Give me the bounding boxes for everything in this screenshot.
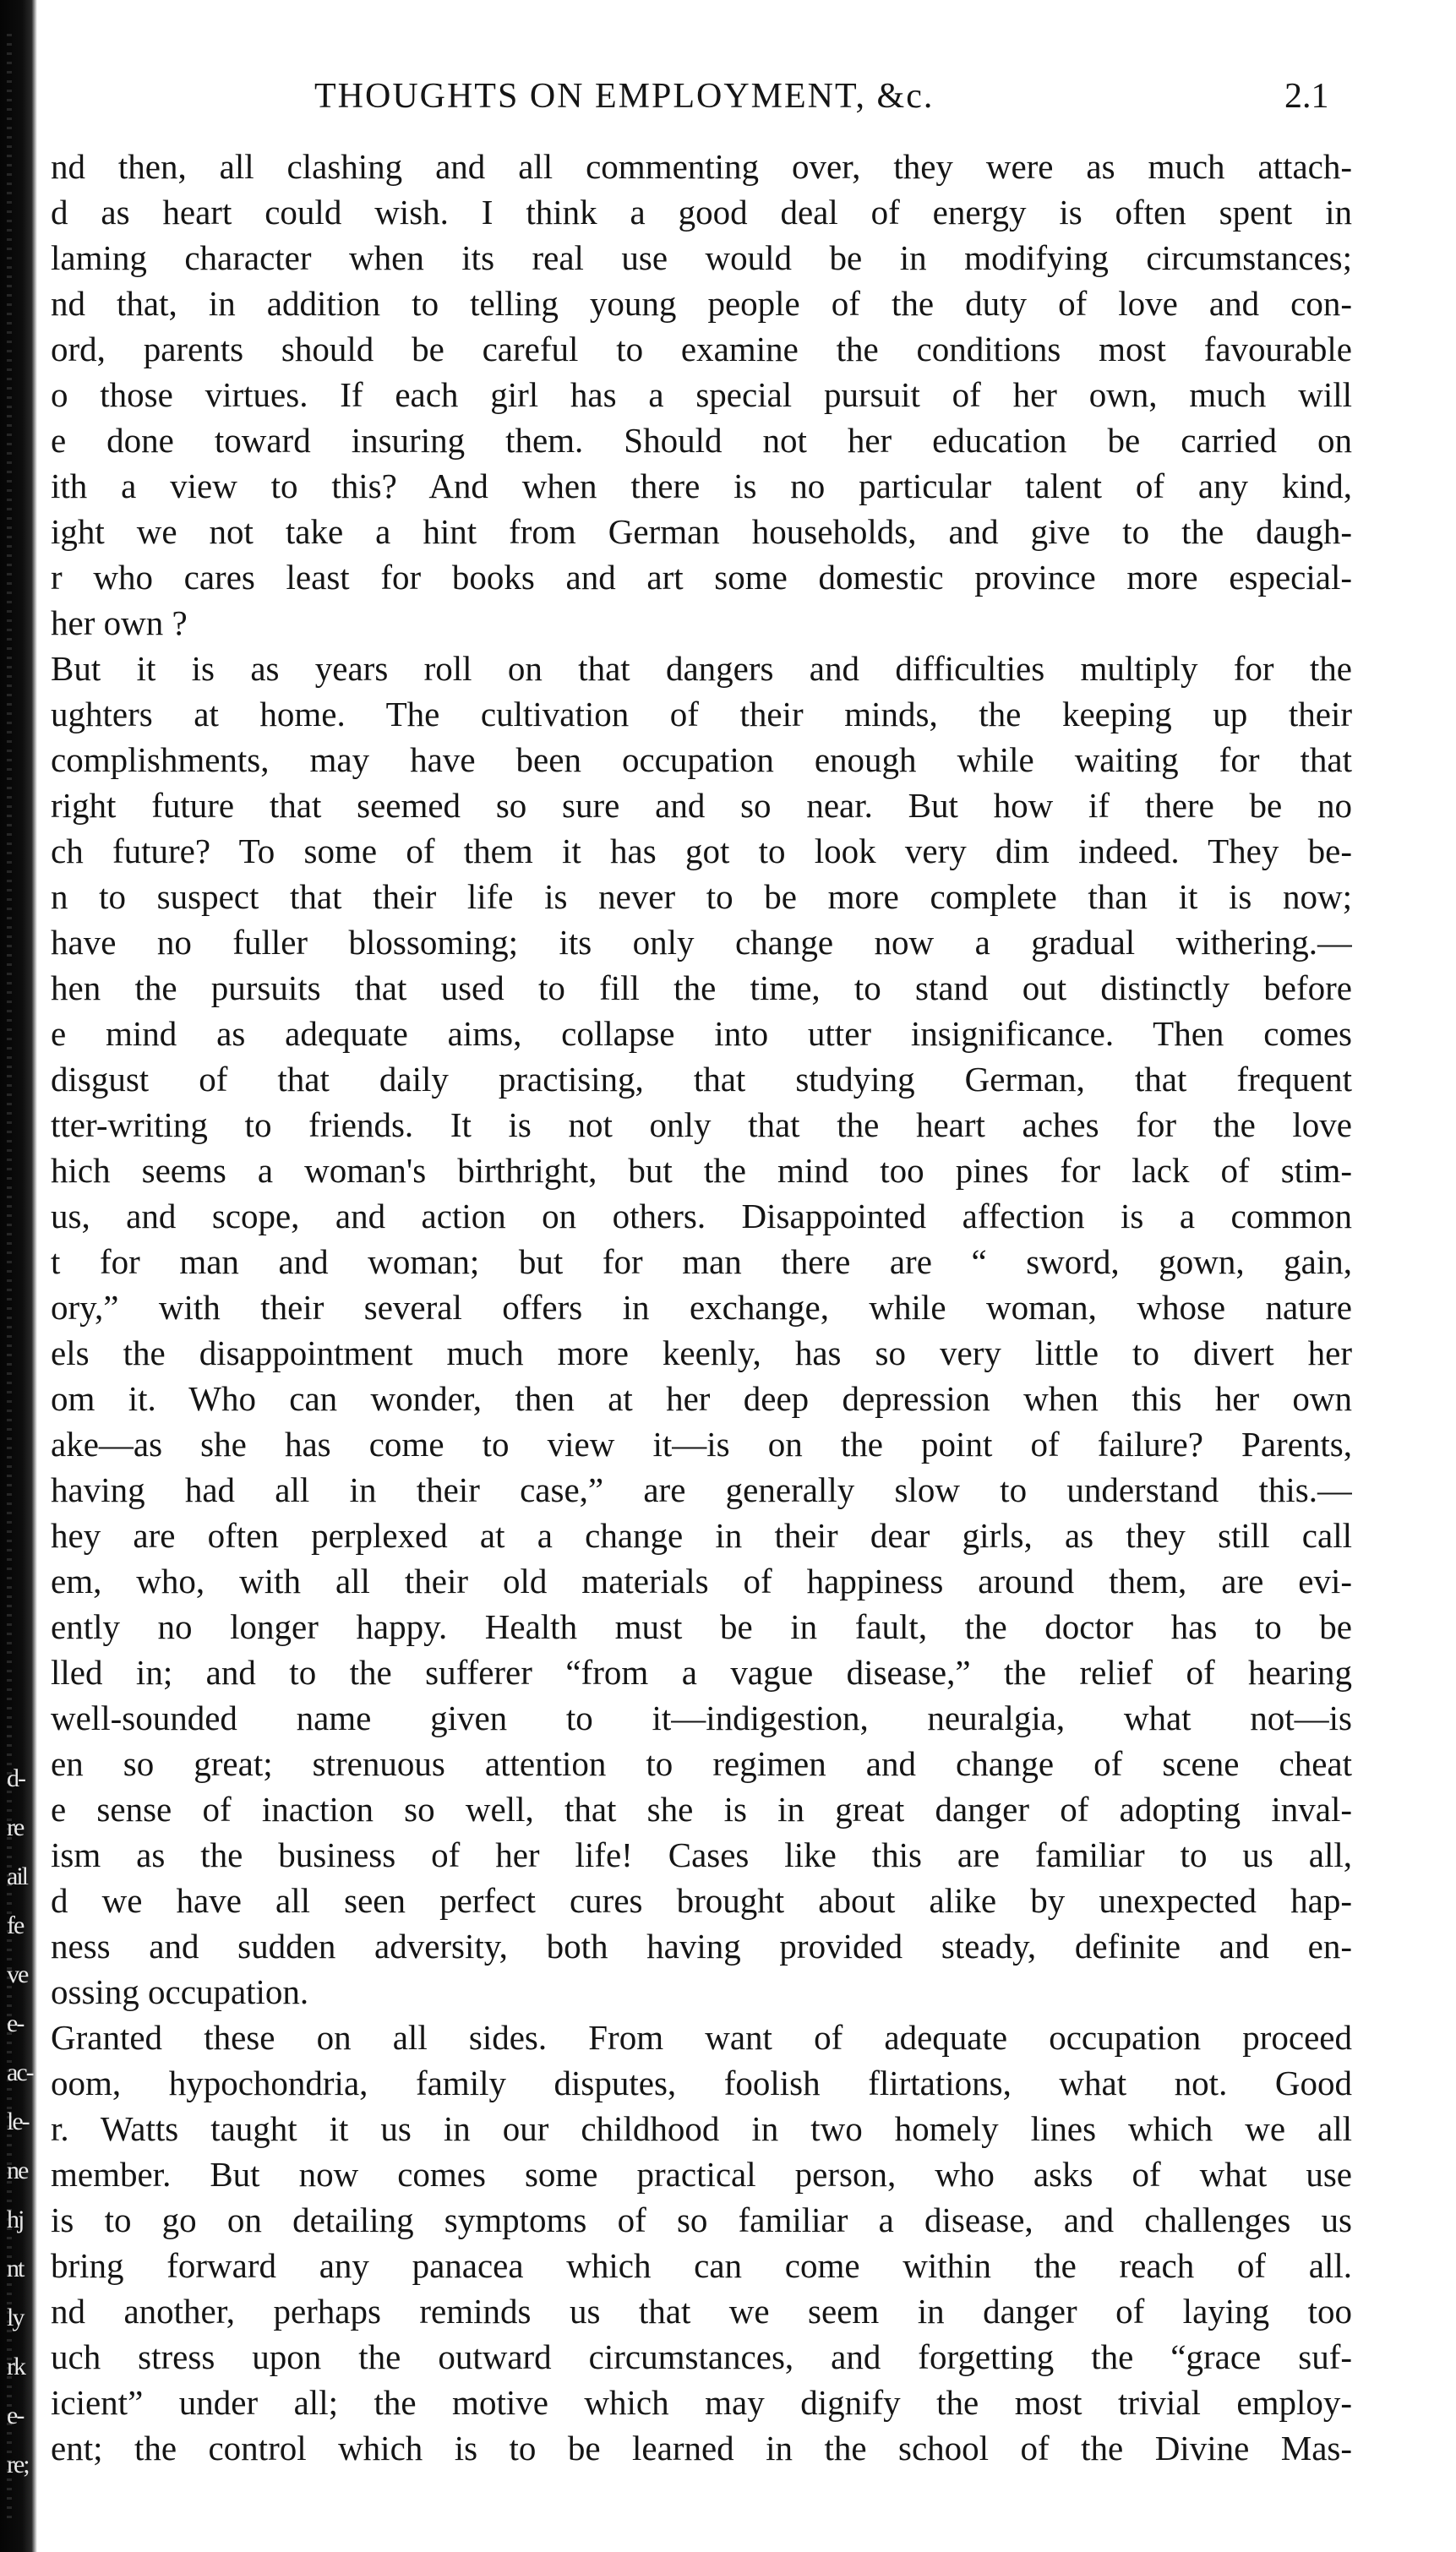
margin-fragment: d- bbox=[7, 1764, 25, 1792]
text-line: uch stress upon the outward circumstances, and forgetting the “grace suf- bbox=[51, 2337, 1352, 2376]
text-line: laming character when its real use would be in modifying circumstances; bbox=[51, 238, 1352, 277]
text-line: o those virtues. If each girl has a special pursuit of her own, much will bbox=[51, 375, 1352, 414]
text-line: em, who, with all their old materials of happiness around them, are evi- bbox=[51, 1562, 1352, 1600]
text-line: e sense of inaction so well, that she is in great danger of adopting inval- bbox=[51, 1790, 1352, 1829]
margin-fragment: re bbox=[7, 1813, 24, 1841]
margin-fragment: ne bbox=[7, 2157, 28, 2184]
text-line: om it. Who can wonder, then at her deep depression when this her own bbox=[51, 1379, 1352, 1418]
text-line: ism as the business of her life! Cases like this are familiar to us all, bbox=[51, 1835, 1352, 1874]
text-line: ughters at home. The cultivation of their minds, the keeping up their bbox=[51, 695, 1352, 733]
text-line: nd then, all clashing and all commenting over, they were as much attach- bbox=[51, 147, 1352, 186]
margin-fragment: le- bbox=[7, 2108, 29, 2135]
text-line: right future that seemed so sure and so near. But how if there be no bbox=[51, 786, 1352, 825]
text-line: having had all in their case,” are generally slow to understand this.— bbox=[51, 1470, 1352, 1509]
text-line: nd another, perhaps reminds us that we seem in danger of laying too bbox=[51, 2292, 1352, 2331]
text-line: is to go on detailing symptoms of so familiar a disease, and challenges us bbox=[51, 2200, 1352, 2239]
margin-fragment: nt bbox=[7, 2255, 24, 2282]
text-line: ossing occupation. bbox=[51, 1972, 309, 2011]
text-line: ness and sudden adversity, both having provided steady, definite and en- bbox=[51, 1927, 1352, 1966]
text-line: e mind as adequate aims, collapse into utter insignificance. Then comes bbox=[51, 1014, 1352, 1053]
text-line: d we have all seen perfect cures brought about alike by unexpected hap- bbox=[51, 1881, 1352, 1920]
text-line: hich seems a woman's birthright, but the mind too pines for lack of stim- bbox=[51, 1151, 1352, 1190]
text-line: ory,” with their several offers in exchange, while woman, whose nature bbox=[51, 1288, 1352, 1327]
text-line: oom, hypochondria, family disputes, foolish flirtations, what not. Good bbox=[51, 2064, 1352, 2102]
text-line: t for man and woman; but for man there are “ sword, gown, gain, bbox=[51, 1242, 1352, 1281]
text-line: have no fuller blossoming; its only change now a gradual withering.— bbox=[51, 923, 1352, 962]
margin-fragment: ac- bbox=[7, 2059, 33, 2086]
text-line: hey are often perplexed at a change in their dear girls, as they still call bbox=[51, 1516, 1352, 1555]
text-line: ith a view to this? And when there is no particular talent of any kind, bbox=[51, 466, 1352, 505]
text-line: complishments, may have been occupation enough while waiting for that bbox=[51, 740, 1352, 779]
margin-fragment: ail bbox=[7, 1862, 27, 1890]
text-line: ight we not take a hint from German households, and give to the daugh- bbox=[51, 512, 1352, 551]
text-line: bring forward any panacea which can come within the reach of all. bbox=[51, 2246, 1352, 2285]
text-line: lled in; and to the sufferer “from a vague disease,” the relief of hearing bbox=[51, 1653, 1352, 1692]
margin-fragment: e- bbox=[7, 2402, 24, 2429]
text-line: ch future? To some of them it has got to look very dim indeed. They be- bbox=[51, 832, 1352, 870]
text-line: r who cares least for books and art some domestic province more especial- bbox=[51, 558, 1352, 597]
text-line: disgust of that daily practising, that studying German, that frequent bbox=[51, 1060, 1352, 1099]
margin-fragment: fe bbox=[7, 1911, 24, 1939]
margin-fragment: e- bbox=[7, 2009, 24, 2037]
page-header bbox=[0, 76, 1456, 127]
text-line: ake—as she has come to view it—is on the point of failure? Parents, bbox=[51, 1425, 1352, 1464]
margin-fragment: rk bbox=[7, 2353, 25, 2380]
running-head: THOUGHTS ON EMPLOYMENT, &c. bbox=[314, 77, 935, 116]
text-line: Granted these on all sides. From want of adequate occupation proceed bbox=[51, 2018, 1352, 2057]
body-text bbox=[51, 144, 1352, 2471]
text-line: nd that, in addition to telling young people of the duty of love and con- bbox=[51, 284, 1352, 323]
text-line: icient” under all; the motive which may dignify the most trivial employ- bbox=[51, 2383, 1352, 2422]
text-line: en so great; strenuous attention to regimen and change of scene cheat bbox=[51, 1744, 1352, 1783]
margin-fragment: hj bbox=[7, 2206, 24, 2233]
text-line: her own ? bbox=[51, 603, 188, 642]
page-number: 2.1 bbox=[1284, 77, 1329, 116]
text-line: e done toward insuring them. Should not her education be carried on bbox=[51, 421, 1352, 460]
text-line: r. Watts taught it us in our childhood in two homely lines which we all bbox=[51, 2109, 1352, 2148]
text-line: hen the pursuits that used to fill the time, to stand out distinctly before bbox=[51, 968, 1352, 1007]
margin-fragment: ly bbox=[7, 2304, 24, 2331]
text-line: d as heart could wish. I think a good deal of energy is often spent in bbox=[51, 193, 1352, 232]
text-line: tter-writing to friends. It is not only that the heart aches for the love bbox=[51, 1105, 1352, 1144]
text-line: But it is as years roll on that dangers and difficulties multiply for the bbox=[51, 649, 1352, 688]
text-line: us, and scope, and action on others. Disappointed affection is a common bbox=[51, 1197, 1352, 1235]
text-line: ord, parents should be careful to examine the conditions most favourable bbox=[51, 330, 1352, 368]
text-line: ent; the control which is to be learned in the school of the Divine Mas- bbox=[51, 2429, 1352, 2467]
margin-text-fragments bbox=[0, 0, 37, 2552]
text-line: member. But now comes some practical person, who asks of what use bbox=[51, 2155, 1352, 2194]
margin-fragment: ve bbox=[7, 1960, 28, 1988]
text-line: n to suspect that their life is never to be more complete than it is now; bbox=[51, 877, 1352, 916]
text-line: ently no longer happy. Health must be in fault, the doctor has to be bbox=[51, 1607, 1352, 1646]
margin-fragment: re; bbox=[7, 2451, 29, 2478]
text-line: els the disappointment much more keenly, has so very little to divert her bbox=[51, 1333, 1352, 1372]
text-line: well-sounded name given to it—indigestion, neuralgia, what not—is bbox=[51, 1699, 1352, 1737]
